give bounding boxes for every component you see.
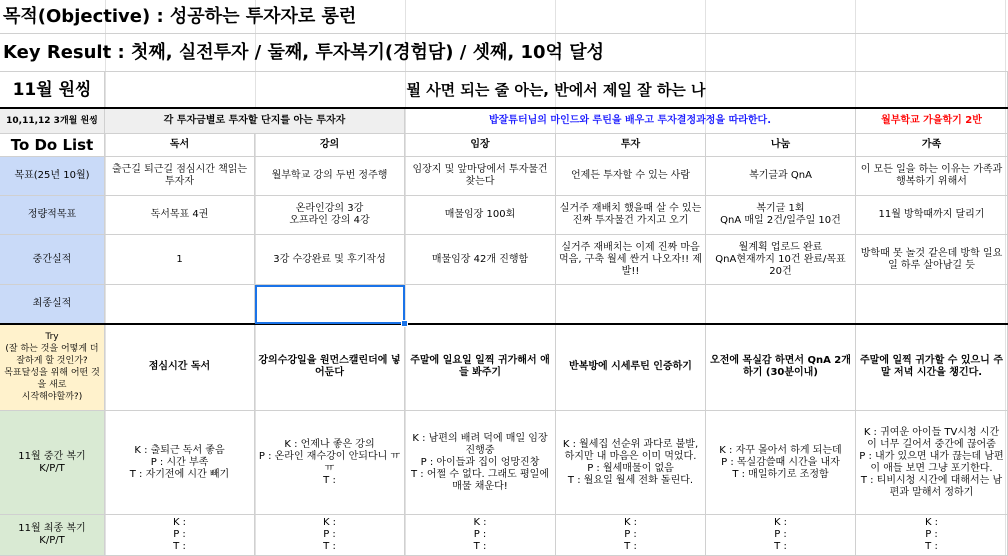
- quarter-label-cell[interactable]: 10,11,12 3개월 원씽: [0, 108, 105, 134]
- column-header-1[interactable]: 독서: [105, 134, 255, 157]
- objective-cell[interactable]: 목적(Objective) : 성공하는 투자자로 롱런: [0, 0, 1008, 34]
- section-divider: [0, 107, 1008, 109]
- quarter-goal-3[interactable]: 월부학교 가을학기 2반: [856, 108, 1008, 134]
- month-onething-label[interactable]: 11월 원씽: [0, 72, 105, 108]
- mid-result-row-cell-3[interactable]: 매물임장 42개 진행함: [405, 235, 556, 285]
- final-review-row-cell-6[interactable]: K : P : T :: [856, 515, 1008, 556]
- selection-fill-handle[interactable]: [401, 320, 408, 327]
- final-review-row-cell-5[interactable]: K : P : T :: [706, 515, 856, 556]
- final-result-row-cell-1[interactable]: [105, 285, 255, 324]
- key-result-cell[interactable]: Key Result : 첫째, 실전투자 / 둘째, 투자복기(경험담) / 셋째, 10억 달성: [0, 34, 1008, 72]
- final-result-row-label[interactable]: 최종실적: [0, 285, 105, 324]
- final-result-row-cell-6[interactable]: [856, 285, 1008, 324]
- quant-goal-row-cell-1[interactable]: 독서목표 4권: [105, 196, 255, 235]
- mid-review-row-cell-1[interactable]: K : 출퇴근 독서 좋음 P : 시간 부족 T : 자기전에 시간 빼기: [105, 411, 255, 515]
- mid-result-row-label[interactable]: 중간실적: [0, 235, 105, 285]
- mid-result-row-cell-1[interactable]: 1: [105, 235, 255, 285]
- mid-result-row-cell-6[interactable]: 방학때 못 놀것 같은데 방학 일요일 하루 살아남길 듯: [856, 235, 1008, 285]
- quant-goal-row-cell-2[interactable]: 온라인강의 3강 오프라인 강의 4강: [255, 196, 405, 235]
- try-row-cell-5[interactable]: 오전에 목실감 하면서 QnA 2개 하기 (30분이내): [706, 324, 856, 411]
- mid-review-row-cell-2[interactable]: K : 언제나 좋은 강의 P : 온라인 재수강이 안되다니 ㅠㅠ T :: [255, 411, 405, 515]
- quant-goal-row-cell-3[interactable]: 매물임장 100회: [405, 196, 556, 235]
- quarter-goal-2[interactable]: 밥잘튜터님의 마인드와 루틴을 배우고 투자결정과정을 따라한다.: [405, 108, 856, 134]
- mid-review-row-label[interactable]: 11월 중간 복기 K/P/T: [0, 411, 105, 515]
- section-divider: [0, 323, 1008, 325]
- goal-row-cell-5[interactable]: 복기글과 QnA: [706, 157, 856, 196]
- goal-row-cell-6[interactable]: 이 모든 일을 하는 이유는 가족과 행복하기 위해서: [856, 157, 1008, 196]
- column-header-4[interactable]: 투자: [556, 134, 706, 157]
- mid-review-row-cell-5[interactable]: K : 자꾸 몰아서 하게 되는데 P : 목실감쓸때 시간을 내자 T : 매일하기로 조정함: [706, 411, 856, 515]
- goal-row-cell-4[interactable]: 언제든 투자할 수 있는 사람: [556, 157, 706, 196]
- final-result-row-cell-2[interactable]: [255, 285, 405, 324]
- try-row-cell-6[interactable]: 주말에 일찍 귀가할 수 있으니 주말 저녁 시간을 챙긴다.: [856, 324, 1008, 411]
- mid-review-row-cell-3[interactable]: K : 남편의 배려 덕에 매일 임장 진행중 P : 아이들과 집이 엉망진창 T : 어쩔 수 없다. 그래도 평일에 매물 채운다!: [405, 411, 556, 515]
- quant-goal-row-cell-6[interactable]: 11월 방학때까지 달리기: [856, 196, 1008, 235]
- final-review-row-cell-4[interactable]: K : P : T :: [556, 515, 706, 556]
- quant-goal-row-cell-5[interactable]: 복기글 1회 QnA 매일 2건/일주일 10건: [706, 196, 856, 235]
- final-review-row-cell-1[interactable]: K : P : T :: [105, 515, 255, 556]
- try-row-label[interactable]: Try (잘 하는 것을 어떻게 더 잘하게 할 것인가? 목표달성을 위해 어떤 것을 새로 시작해야할까?): [0, 324, 105, 411]
- final-review-row-cell-2[interactable]: K : P : T :: [255, 515, 405, 556]
- mid-review-row-cell-6[interactable]: K : 귀여운 아이들 TV시청 시간이 너무 길어서 중간에 끊어줌 P : 내가 있으면 내가 끊는데 남편이 애들 보면 그냥 포기한다. T : 티비시청 시간에 대해서는 남편과 말해서 정하기: [856, 411, 1008, 515]
- column-header-3[interactable]: 임장: [405, 134, 556, 157]
- mid-result-row-cell-2[interactable]: 3강 수강완료 및 후기작성: [255, 235, 405, 285]
- final-review-row-label[interactable]: 11월 최종 복기 K/P/T: [0, 515, 105, 556]
- final-review-row-cell-3[interactable]: K : P : T :: [405, 515, 556, 556]
- column-header-6[interactable]: 가족: [856, 134, 1008, 157]
- column-header-2[interactable]: 강의: [255, 134, 405, 157]
- goal-row-cell-3[interactable]: 임장지 및 앞마당에서 투자물건 찾는다: [405, 157, 556, 196]
- month-onething-goal[interactable]: 뭘 사면 되는 줄 아는, 반에서 제일 잘 하는 나: [105, 72, 1008, 108]
- goal-row-label[interactable]: 목표(25년 10월): [0, 157, 105, 196]
- quant-goal-row-cell-4[interactable]: 실거주 재배치 했을때 살 수 있는 진짜 투자물건 가지고 오기: [556, 196, 706, 235]
- quarter-goal-1[interactable]: 각 투자금별로 투자할 단지를 아는 투자자: [105, 108, 405, 134]
- goal-row-cell-1[interactable]: 출근길 퇴근길 점심시간 책읽는 투자자: [105, 157, 255, 196]
- quant-goal-row-label[interactable]: 정량적목표: [0, 196, 105, 235]
- final-result-row-cell-5[interactable]: [706, 285, 856, 324]
- column-header-5[interactable]: 나눔: [706, 134, 856, 157]
- try-row-cell-4[interactable]: 반복방에 시세루틴 인증하기: [556, 324, 706, 411]
- todo-list-header[interactable]: To Do List: [0, 134, 105, 157]
- final-result-row-cell-4[interactable]: [556, 285, 706, 324]
- try-row-cell-3[interactable]: 주말에 일요일 일찍 귀가해서 애들 봐주기: [405, 324, 556, 411]
- mid-result-row-cell-5[interactable]: 월계획 업로드 완료 QnA현재까지 10건 완료/목표 20건: [706, 235, 856, 285]
- try-row-cell-1[interactable]: 점심시간 독서: [105, 324, 255, 411]
- mid-result-row-cell-4[interactable]: 실거주 재배치는 이제 진짜 마음먹음, 구축 월세 싼거 나오자!! 제발!!: [556, 235, 706, 285]
- goal-row-cell-2[interactable]: 월부학교 강의 두번 정주행: [255, 157, 405, 196]
- mid-review-row-cell-4[interactable]: K : 월세집 선순위 과다로 불발, 하지만 내 마음은 이미 먹었다. P : 월세매물이 없음 T : 월요일 월세 전화 돌린다.: [556, 411, 706, 515]
- final-result-row-cell-3[interactable]: [405, 285, 556, 324]
- try-row-cell-2[interactable]: 강의수강일을 원먼스캘린더에 넣어둔다: [255, 324, 405, 411]
